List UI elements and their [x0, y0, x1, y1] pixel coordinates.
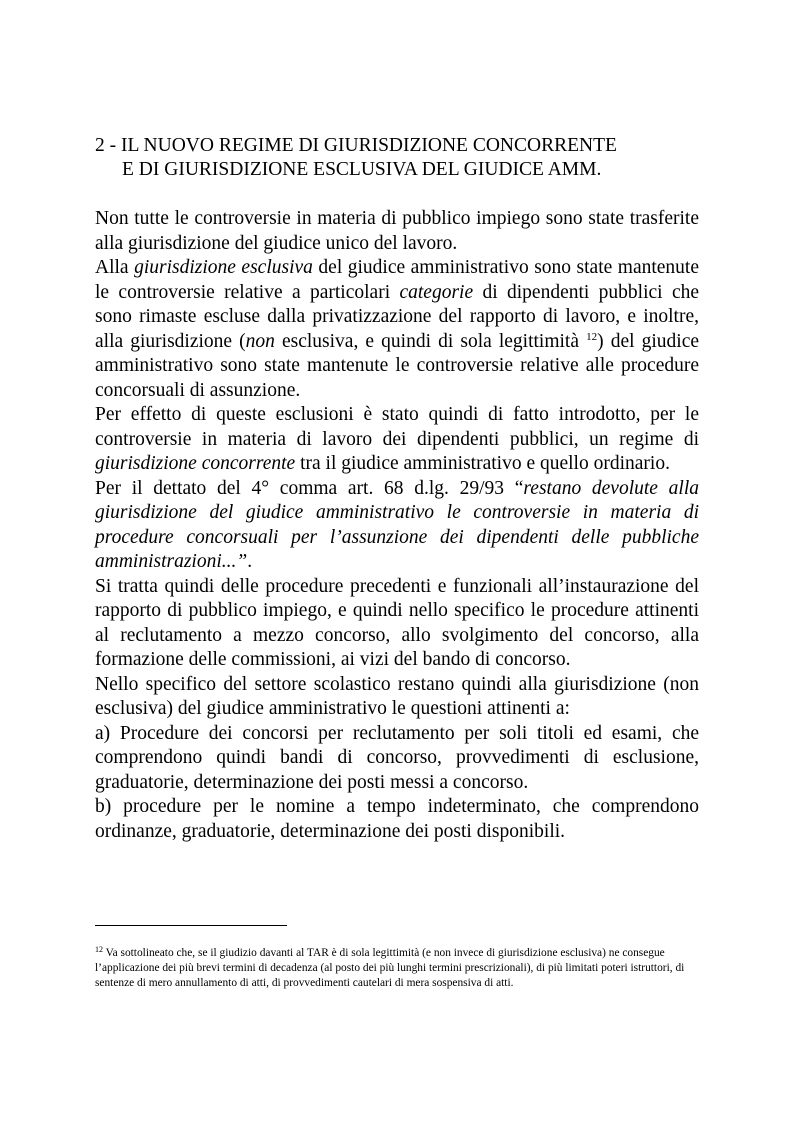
- section-heading-line-2: E DI GIURISDIZIONE ESCLUSIVA DEL GIUDICE AMM.: [122, 159, 602, 180]
- paragraph-2-text-e: di dipendenti pubblici che sono rimaste escluse dalla privatizzazione del rapporto di lavoro, e inoltre, alla giurisdizione (: [95, 281, 699, 352]
- paragraph-4-text-a: Per il dettato del 4° comma art. 68 d.lg. 29/93 “: [95, 477, 524, 499]
- paragraph-5-text: Si tratta quindi delle procedure precedenti e funzionali all’instaurazione del rapporto di pubblico impiego, e quindi nello specifico le procedure attinenti al reclutamento a mezzo concorso, allo svolgimento del concorso, alla formazione delle commissioni, ai vizi del bando di concorso.: [95, 575, 699, 670]
- footnote-separator: [95, 925, 287, 926]
- paragraph-2-italic-giurisdizione-esclusiva: giurisdizione esclusiva: [134, 257, 313, 278]
- body-text: [95, 207, 699, 844]
- paragraph-2-text-h: ) del giudice amministrativo sono state mantenute le controversie relative alle procedure concorsuali di assunzione.: [95, 330, 700, 401]
- list-item-b: [95, 795, 699, 844]
- paragraph-6-text: Nello specifico del settore scolastico restano quindi alla giurisdizione (non esclusiva) del giudice amministrativo le questioni attinenti a:: [95, 673, 699, 719]
- paragraph-1: [95, 207, 699, 256]
- list-item-a-text: a) Procedure dei concorsi per reclutamento per soli titoli ed esami, che comprendono quindi bandi di concorso, provvedimenti di esclusione, graduatorie, determinazione dei posti messi a concorso.: [95, 722, 699, 793]
- paragraph-4-text-c: .: [247, 551, 253, 572]
- paragraph-3-text-a: Per effetto di queste esclusioni è stato quindi di fatto introdotto, per le controversie in materia di lavoro dei dipendenti pubblici, un regime di: [95, 404, 699, 450]
- paragraph-3: [95, 403, 699, 477]
- paragraph-4-italic-quote: restano devolute alla giurisdizione del giudice amministrativo le controversie in materia di procedure concorsuali per l’assunzione dei dipendenti delle pubbliche amministrazioni...”: [95, 477, 699, 572]
- list-item-a: [95, 722, 699, 796]
- paragraph-6: [95, 673, 699, 722]
- paragraph-1-text: Non tutte le controversie in materia di pubblico impiego sono state trasferite alla giurisdizione del giudice unico del lavoro.: [95, 208, 699, 254]
- paragraph-2-text-c: del giudice amministrativo sono state mantenute le controversie relative a particolari: [95, 257, 699, 303]
- paragraph-2-text-a: Alla: [95, 257, 135, 278]
- section-heading-line-1: 2 - IL NUOVO REGIME DI GIURISDIZIONE CONCORRENTE: [95, 135, 617, 156]
- footnote-12: [95, 946, 701, 991]
- paragraph-3-text-c: tra il giudice amministrativo e quello ordinario.: [295, 453, 670, 474]
- paragraph-2: [95, 256, 699, 403]
- paragraph-5: [95, 575, 699, 673]
- paragraph-4: [95, 477, 699, 575]
- footnote-number: 12: [95, 945, 103, 954]
- footnote-text: Va sottolineato che, se il giudizio davanti al TAR è di sola legittimità (e non invece di giurisdizione esclusiva) ne consegue l’applicazione dei più brevi termini di decadenza (al posto dei più lunghi termini prescrizionali), di più limitati poteri istruttori, di sentenze di mero annullamento di atti, di provvedimenti cautelari di mera sospensiva di atti.: [95, 947, 685, 989]
- paragraph-3-italic-giurisdizione-concorrente: giurisdizione concorrente: [95, 453, 296, 474]
- paragraph-2-text-g: esclusiva, e quindi di sola legittimità: [274, 330, 587, 352]
- paragraph-2-italic-non: non: [245, 330, 275, 352]
- list-item-b-text: b) procedure per le nomine a tempo indeterminato, che comprendono ordinanze, graduatorie, determinazione dei posti disponibili.: [95, 796, 699, 842]
- paragraph-2-italic-categorie: categorie: [399, 281, 474, 303]
- footnote-reference-12[interactable]: 12: [586, 330, 598, 343]
- section-heading: [95, 134, 715, 182]
